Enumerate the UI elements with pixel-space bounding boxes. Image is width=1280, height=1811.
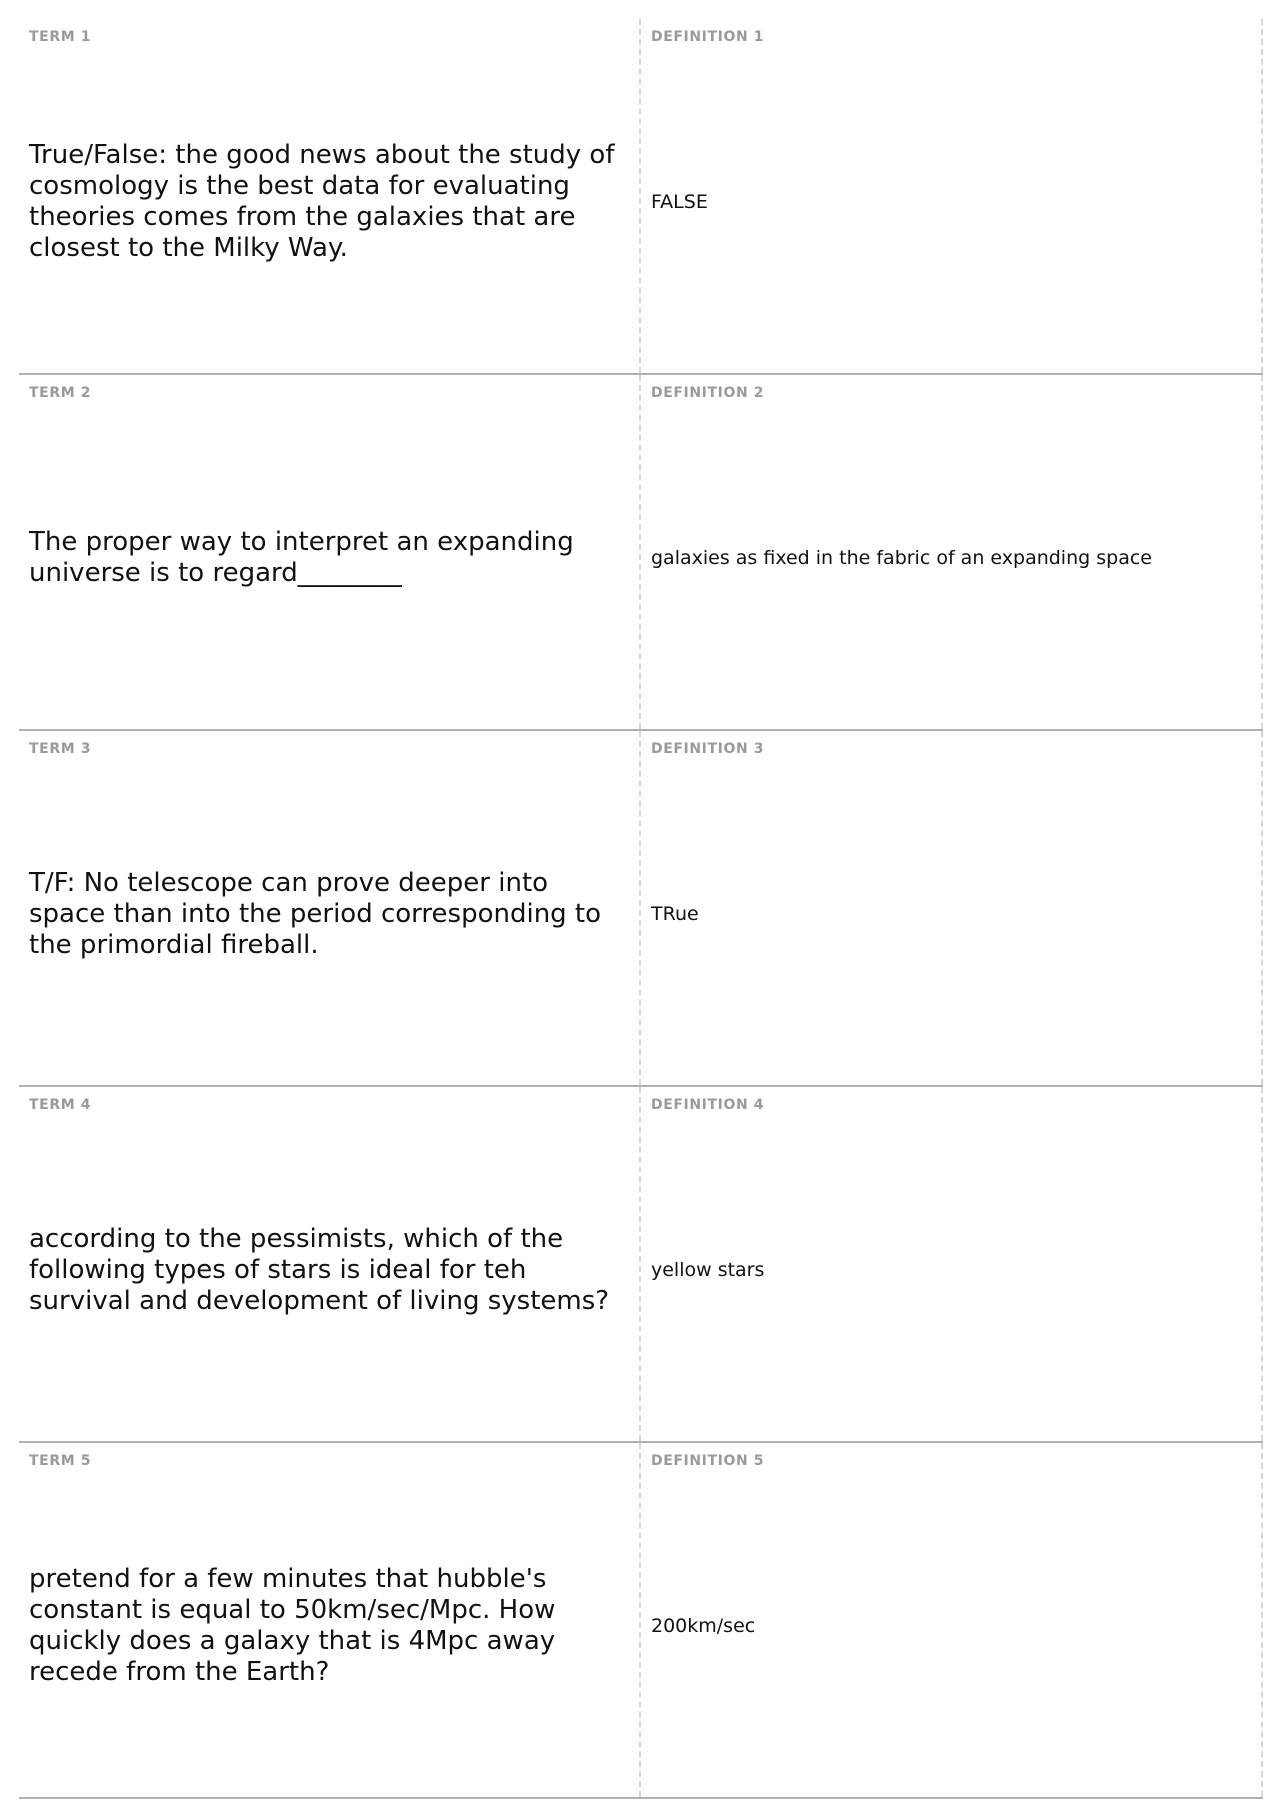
flashcard-row bbox=[19, 1443, 1263, 1799]
definition-label: DEFINITION 1 bbox=[651, 29, 765, 45]
flashcard-row bbox=[19, 19, 1263, 375]
term-cell bbox=[19, 19, 641, 373]
term-label: TERM 4 bbox=[29, 1097, 92, 1113]
definition-label: DEFINITION 5 bbox=[651, 1453, 765, 1469]
definition-cell bbox=[641, 1443, 1263, 1797]
definition-text: FALSE bbox=[651, 191, 708, 213]
term-label: TERM 2 bbox=[29, 385, 92, 401]
term-text: pretend for a few minutes that hubble's constant is equal to 50km/sec/Mpc. How quickly does a galaxy that is 4Mpc away recede from the Earth? bbox=[29, 1564, 556, 1687]
term-text: according to the pessimists, which of the following types of stars is ideal for teh survival and development of living systems? bbox=[29, 1223, 610, 1316]
term-label: TERM 5 bbox=[29, 1453, 92, 1469]
definition-cell bbox=[641, 375, 1263, 729]
term-body bbox=[29, 1443, 625, 1797]
flashcard-sheet bbox=[19, 19, 1263, 1800]
flashcard-row bbox=[19, 375, 1263, 731]
definition-text: galaxies as fixed in the fabric of an expanding space bbox=[651, 547, 1152, 569]
definition-body bbox=[651, 1443, 1247, 1797]
definition-label: DEFINITION 4 bbox=[651, 1097, 765, 1113]
definition-body bbox=[651, 1087, 1247, 1441]
term-text: The proper way to interpret an expanding universe is to regard________ bbox=[29, 527, 574, 588]
term-cell bbox=[19, 375, 641, 729]
definition-text: TRue bbox=[651, 903, 699, 925]
term-text: True/False: the good news about the study of cosmology is the best data for evaluating theories comes from the galaxies that are closest to the Milky Way. bbox=[29, 140, 615, 263]
term-label: TERM 1 bbox=[29, 29, 92, 45]
term-body bbox=[29, 19, 625, 373]
definition-cell bbox=[641, 1087, 1263, 1441]
term-cell bbox=[19, 731, 641, 1085]
term-label: TERM 3 bbox=[29, 741, 92, 757]
term-cell bbox=[19, 1443, 641, 1797]
flashcard-row bbox=[19, 731, 1263, 1087]
definition-label: DEFINITION 2 bbox=[651, 385, 765, 401]
definition-cell bbox=[641, 731, 1263, 1085]
definition-body bbox=[651, 731, 1247, 1085]
definition-text: 200km/sec bbox=[651, 1615, 756, 1637]
term-text: T/F: No telescope can prove deeper into space than into the period corresponding to the primordial fireball. bbox=[29, 867, 602, 960]
flashcard-row bbox=[19, 1087, 1263, 1443]
term-cell bbox=[19, 1087, 641, 1441]
term-body bbox=[29, 731, 625, 1085]
definition-body bbox=[651, 19, 1247, 373]
definition-text: yellow stars bbox=[651, 1259, 765, 1281]
definition-cell bbox=[641, 19, 1263, 373]
term-body bbox=[29, 375, 625, 729]
term-body bbox=[29, 1087, 625, 1441]
definition-body bbox=[651, 375, 1247, 729]
definition-label: DEFINITION 3 bbox=[651, 741, 765, 757]
